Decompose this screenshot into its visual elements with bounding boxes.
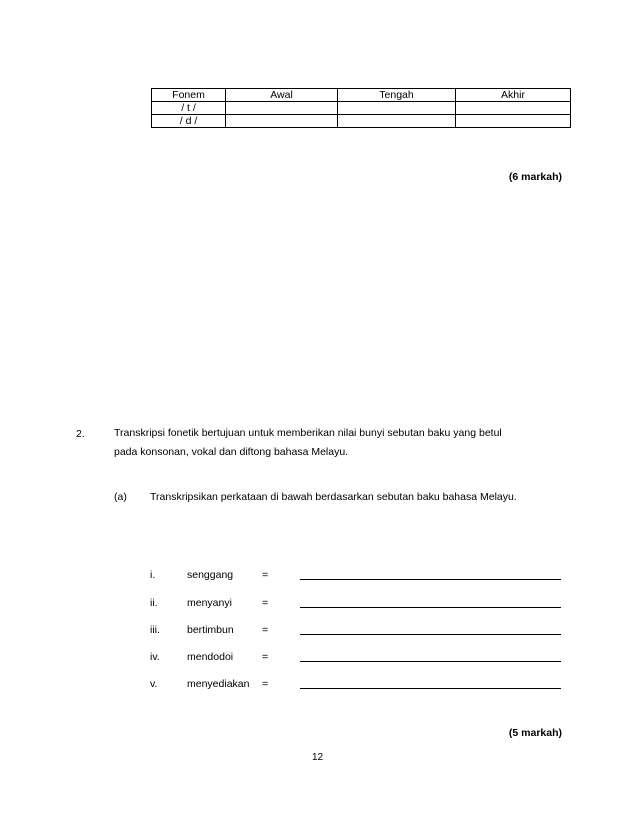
answer-line[interactable] — [300, 687, 561, 689]
question-text-line-1: Transkripsi fonetik bertujuan untuk memberikan nilai bunyi sebutan baku yang betul — [114, 427, 502, 439]
item-number: ii. — [150, 597, 158, 609]
equals-sign: = — [262, 678, 269, 690]
phoneme-table — [151, 88, 571, 128]
question-text — [114, 424, 502, 462]
item-word: menyanyi — [187, 597, 232, 609]
table-row — [152, 115, 571, 128]
cell-awal[interactable] — [226, 115, 338, 128]
cell-tengah[interactable] — [338, 115, 456, 128]
item-word: senggang — [187, 569, 234, 581]
equals-sign: = — [262, 651, 269, 663]
cell-akhir[interactable] — [456, 102, 571, 115]
marks-label-1: (6 markah) — [508, 171, 562, 183]
question-number: 2. — [76, 428, 85, 440]
marks-label-2: (5 markah) — [508, 727, 562, 739]
equals-sign: = — [262, 569, 269, 581]
item-number: iii. — [150, 624, 160, 636]
answer-line[interactable] — [300, 660, 561, 662]
header-fonem: Fonem — [152, 89, 226, 102]
item-number: iv. — [150, 651, 160, 663]
cell-fonem: / t / — [152, 102, 226, 115]
cell-fonem: / d / — [152, 115, 226, 128]
answer-line[interactable] — [300, 633, 561, 635]
item-word: menyediakan — [187, 678, 250, 690]
answer-line[interactable] — [300, 578, 561, 580]
header-tengah: Tengah — [338, 89, 456, 102]
cell-akhir[interactable] — [456, 115, 571, 128]
item-number: i. — [150, 569, 156, 581]
header-awal: Awal — [226, 89, 338, 102]
page-number: 12 — [312, 752, 324, 763]
answer-line[interactable] — [300, 606, 561, 608]
part-label: (a) — [114, 491, 127, 503]
item-word: bertimbun — [187, 624, 234, 636]
cell-tengah[interactable] — [338, 102, 456, 115]
table-row — [152, 102, 571, 115]
cell-awal[interactable] — [226, 102, 338, 115]
part-instruction: Transkripsikan perkataan di bawah berdasarkan sebutan baku bahasa Melayu. — [150, 491, 517, 503]
item-word: mendodoi — [187, 651, 234, 663]
equals-sign: = — [262, 624, 269, 636]
item-number: v. — [150, 678, 158, 690]
table-header-row — [152, 89, 571, 102]
equals-sign: = — [262, 597, 269, 609]
header-akhir: Akhir — [456, 89, 571, 102]
question-text-line-2: pada konsonan, vokal dan diftong bahasa Melayu. — [114, 446, 349, 458]
